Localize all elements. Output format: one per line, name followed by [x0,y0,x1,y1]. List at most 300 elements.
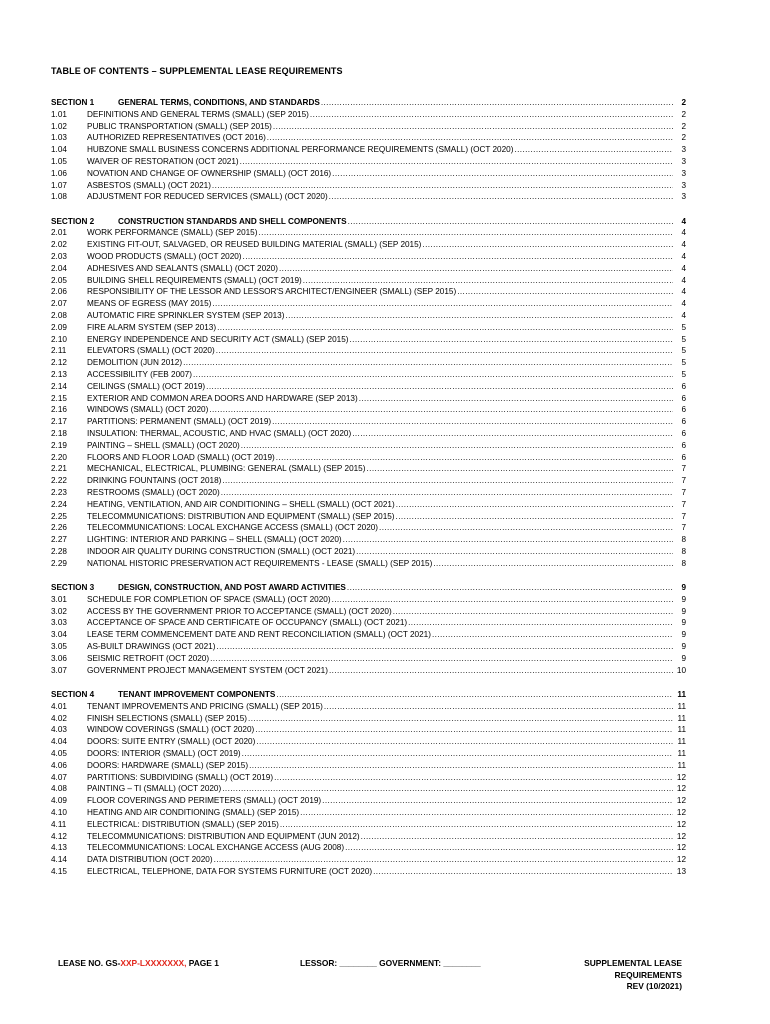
toc-entry[interactable] [51,463,686,475]
toc-entry[interactable] [51,487,686,499]
toc-entry[interactable] [51,701,686,713]
entry-page-number: 2 [681,121,686,131]
toc-entry[interactable] [51,369,686,381]
entry-title: NOVATION AND CHANGE OF OWNERSHIP (SMALL) (OCT 2016) [87,168,332,178]
entry-page-number: 9 [681,594,686,604]
toc-entry[interactable] [51,191,686,203]
entry-title: SCHEDULE FOR COMPLETION OF SPACE (SMALL) (OCT 2020) [87,594,331,604]
entry-number: 2.21 [51,464,67,474]
section-number: SECTION 3 [51,583,95,593]
entry-page-number: 5 [681,358,686,368]
toc-entry[interactable] [51,345,686,357]
leader-dots [322,795,673,807]
toc-entry[interactable] [51,819,686,831]
leader-dots [241,440,673,452]
section-number: SECTION 4 [51,689,95,699]
entry-number: 4.10 [51,807,67,817]
entry-title: PARTITIONS: PERMANENT (SMALL) (OCT 2019) [87,417,272,427]
entry-number: 3.02 [51,606,67,616]
leader-dots [276,452,673,464]
footer-document-name [530,958,682,993]
entry-number: 3.01 [51,594,67,604]
section-number: SECTION 2 [51,216,95,226]
entry-title: DATA DISTRIBUTION (OCT 2020) [87,855,213,865]
leader-dots [379,522,673,534]
section-title: CONSTRUCTION STANDARDS AND SHELL COMPONENTS [118,216,347,226]
leader-dots [279,263,673,275]
entry-page-number: 6 [681,381,686,391]
leader-dots [373,866,673,878]
leader-dots [321,97,673,109]
leader-dots [349,334,673,346]
toc-entry[interactable] [51,665,686,677]
leader-dots [272,416,673,428]
entry-title: DOORS: SUITE ENTRY (SMALL) (OCT 2020) [87,737,256,747]
entry-page-number: 3 [681,192,686,202]
section-heading[interactable] [51,689,686,701]
section-page-number: 4 [681,216,686,226]
entry-page-number: 6 [681,429,686,439]
entry-page-number: 12 [676,807,686,817]
toc-entry[interactable] [51,511,686,523]
toc-entry[interactable] [51,724,686,736]
toc-entry[interactable] [51,393,686,405]
leader-dots [303,275,673,287]
entry-title: LIGHTING: INTERIOR AND PARKING – SHELL (SMALL) (OCT 2020) [87,535,342,545]
leader-dots [433,558,673,570]
entry-title: DRINKING FOUNTAINS (OCT 2018) [87,476,222,486]
entry-number: 1.05 [51,156,67,166]
entry-title: ACCESS BY THE GOVERNMENT PRIOR TO ACCEPTANCE (SMALL) (OCT 2020) [87,606,392,616]
entry-page-number: 5 [681,346,686,356]
entry-number: 2.19 [51,440,67,450]
entry-number: 4.02 [51,713,67,723]
section-page-number: 2 [681,98,686,107]
lease-number-prefix: LEASE NO. GS- [58,958,121,968]
entry-title: TELECOMMUNICATIONS: DISTRIBUTION AND EQUIPMENT (SMALL) (SEP 2015) [87,511,395,521]
entry-number: 2.20 [51,452,67,462]
toc-entry[interactable] [51,334,686,346]
entry-page-number: 7 [681,511,686,521]
entry-title: WINDOWS (SMALL) (OCT 2020) [87,405,209,415]
leader-dots [310,109,673,121]
entry-title: FINISH SELECTIONS (SMALL) (SEP 2015) [87,713,248,723]
entry-number: 2.05 [51,275,67,285]
entry-page-number: 6 [681,440,686,450]
entry-number: 2.24 [51,499,67,509]
entry-title: ADHESIVES AND SEALANTS (SMALL) (OCT 2020) [87,263,278,273]
leader-dots [393,606,673,618]
leader-dots [216,641,673,653]
leader-dots [356,546,673,558]
toc-entry[interactable] [51,404,686,416]
leader-dots [332,168,673,180]
entry-title: PUBLIC TRANSPORTATION (SMALL) (SEP 2015) [87,121,272,131]
leader-dots [329,191,673,203]
entry-page-number: 11 [677,701,686,711]
entry-number: 2.11 [51,346,67,356]
entry-page-number: 2 [681,133,686,143]
entry-page-number: 6 [681,452,686,462]
entry-title: MEANS OF EGRESS (MAY 2015) [87,299,212,309]
lease-number-placeholder: XXP-LXXXXXXX, [120,958,187,968]
entry-page-number: 11 [677,760,686,770]
entry-title: HUBZONE SMALL BUSINESS CONCERNS ADDITIONAL PERFORMANCE REQUIREMENTS (SMALL) (OCT 2020) [87,145,514,155]
entry-title: NATIONAL HISTORIC PRESERVATION ACT REQUIREMENTS - LEASE (SMALL) (SEP 2015) [87,558,433,568]
entry-page-number: 10 [676,665,686,675]
leader-dots [276,689,673,701]
entry-page-number: 4 [681,299,686,309]
leader-dots [273,121,673,133]
entry-title: SEISMIC RETROFIT (OCT 2020) [87,653,210,663]
toc-entry[interactable] [51,251,686,263]
section-page-number: 11 [677,689,686,699]
entry-number: 1.01 [51,109,67,119]
leader-dots [359,393,673,405]
toc-entry[interactable] [51,713,686,725]
entry-page-number: 2 [681,109,686,119]
entry-page-number: 9 [681,606,686,616]
toc-entry[interactable] [51,475,686,487]
toc-entry[interactable] [51,156,686,168]
leader-dots [348,216,673,228]
leader-dots [209,404,673,416]
revision-label: REV (10/2021) [626,981,682,991]
entry-page-number: 12 [676,819,686,829]
toc-entry[interactable] [51,842,686,854]
entry-title: AUTHORIZED REPRESENTATIVES (OCT 2016) [87,133,266,143]
entry-title: FLOORS AND FLOOR LOAD (SMALL) (OCT 2019) [87,452,275,462]
entry-title: DEMOLITION (JUN 2012) [87,358,183,368]
section-title: DESIGN, CONSTRUCTION, AND POST AWARD ACTIVITIES [118,583,346,593]
entry-page-number: 8 [681,535,686,545]
toc-entry[interactable] [51,132,686,144]
leader-dots [366,463,673,475]
leader-dots [422,239,673,251]
toc-entry[interactable] [51,381,686,393]
entry-title: EXISTING FIT-OUT, SALVAGED, OR REUSED BUILDING MATERIAL (SMALL) (SEP 2015) [87,240,422,250]
toc-entry[interactable] [51,263,686,275]
toc-entry[interactable] [51,653,686,665]
entry-page-number: 12 [676,843,686,853]
toc-section [51,582,686,676]
doc-name-line-1: SUPPLEMENTAL LEASE [584,958,682,968]
entry-number: 4.05 [51,748,67,758]
leader-dots [396,499,673,511]
entry-title: PARTITIONS: SUBDIVIDING (SMALL) (OCT 2019) [87,772,274,782]
entry-page-number: 4 [681,252,686,262]
footer-signatures: LESSOR: ________ GOVERNMENT: ________ [300,958,481,968]
entry-number: 2.08 [51,311,67,321]
toc-entry[interactable] [51,322,686,334]
toc-entry[interactable] [51,298,686,310]
section-title: TENANT IMPROVEMENT COMPONENTS [118,689,276,699]
entry-number: 3.03 [51,618,67,628]
entry-page-number: 6 [681,393,686,403]
toc-entry[interactable] [51,180,686,192]
entry-page-number: 6 [681,417,686,427]
section-heading[interactable] [51,582,686,594]
entry-page-number: 7 [681,476,686,486]
toc-entry[interactable] [51,594,686,606]
leader-dots [249,760,673,772]
toc-entry[interactable] [51,807,686,819]
section-title: GENERAL TERMS, CONDITIONS, AND STANDARDS [118,98,320,107]
entry-number: 3.07 [51,665,67,675]
entry-title: DEFINITIONS AND GENERAL TERMS (SMALL) (SEP 2015) [87,109,309,119]
leader-dots [324,701,673,713]
entry-number: 4.09 [51,796,67,806]
entry-number: 2.29 [51,558,67,568]
entry-title: ACCESSIBILITY (FEB 2007) [87,370,192,380]
entry-number: 2.06 [51,287,67,297]
leader-dots [240,156,673,168]
toc-entry[interactable] [51,357,686,369]
entry-title: PAINTING – TI (SMALL) (OCT 2020) [87,784,222,794]
toc-section [51,216,686,570]
entry-title: FLOOR COVERINGS AND PERIMETERS (SMALL) (OCT 2019) [87,796,322,806]
entry-number: 1.03 [51,133,67,143]
toc-entry[interactable] [51,121,686,133]
section-page-number: 9 [681,583,686,593]
entry-number: 4.06 [51,760,67,770]
entry-number: 2.01 [51,228,67,238]
leader-dots [332,594,673,606]
entry-title: INSULATION: THERMAL, ACOUSTIC, AND HVAC (SMALL) (OCT 2020) [87,429,352,439]
entry-title: RESPONSIBILITY OF THE LESSOR AND LESSOR'S ARCHITECT/ENGINEER (SMALL) (SEP 2015) [87,287,457,297]
entry-number: 2.13 [51,370,67,380]
leader-dots [432,629,673,641]
toc-entry[interactable] [51,416,686,428]
page-label: PAGE 1 [186,958,219,968]
toc-entry[interactable] [51,310,686,322]
entry-page-number: 5 [681,322,686,332]
toc-entry[interactable] [51,452,686,464]
leader-dots [347,582,673,594]
entry-page-number: 12 [676,855,686,865]
entry-page-number: 5 [681,370,686,380]
leader-dots [345,842,673,854]
toc-entry[interactable] [51,286,686,298]
leader-dots [408,617,673,629]
toc-entry[interactable] [51,854,686,866]
toc-entry[interactable] [51,795,686,807]
toc-entry[interactable] [51,534,686,546]
entry-title: BUILDING SHELL REQUIREMENTS (SMALL) (OCT 2019) [87,275,302,285]
leader-dots [300,807,673,819]
leader-dots [214,854,673,866]
entry-number: 2.03 [51,252,67,262]
entry-title: ACCEPTANCE OF SPACE AND CERTIFICATE OF OCCUPANCY (SMALL) (OCT 2021) [87,618,408,628]
entry-title: TELECOMMUNICATIONS: LOCAL EXCHANGE ACCESS (SMALL) (OCT 2020) [87,523,379,533]
toc-entry[interactable] [51,546,686,558]
entry-title: ELECTRICAL, TELEPHONE, DATA FOR SYSTEMS FURNITURE (OCT 2020) [87,866,373,876]
toc-entry[interactable] [51,144,686,156]
entry-page-number: 7 [681,464,686,474]
entry-number: 2.17 [51,417,67,427]
entry-title: DOORS: HARDWARE (SMALL) (SEP 2015) [87,760,249,770]
entry-title: RESTROOMS (SMALL) (OCT 2020) [87,488,220,497]
entry-number: 2.07 [51,299,67,309]
entry-title: WAIVER OF RESTORATION (OCT 2021) [87,156,239,166]
entry-page-number: 6 [681,405,686,415]
toc-entry[interactable] [51,736,686,748]
entry-page-number: 4 [681,311,686,321]
entry-number: 2.27 [51,535,67,545]
entry-title: WINDOW COVERINGS (SMALL) (OCT 2020) [87,725,255,735]
entry-page-number: 8 [681,558,686,568]
entry-page-number: 5 [681,334,686,344]
entry-page-number: 12 [676,784,686,794]
leader-dots [210,653,673,665]
entry-title: TELECOMMUNICATIONS: LOCAL EXCHANGE ACCESS (AUG 2008) [87,843,345,853]
toc-entry[interactable] [51,109,686,121]
leader-dots [361,831,673,843]
entry-number: 2.16 [51,405,67,415]
entry-title: ADJUSTMENT FOR REDUCED SERVICES (SMALL) (OCT 2020) [87,192,328,202]
entry-number: 3.06 [51,653,67,663]
entry-page-number: 9 [681,618,686,628]
entry-number: 2.02 [51,240,67,250]
entry-number: 4.15 [51,866,67,876]
entry-title: HEATING, VENTILATION, AND AIR CONDITIONING – SHELL (SMALL) (OCT 2021) [87,499,395,509]
toc-entry[interactable] [51,866,686,878]
leader-dots [255,724,673,736]
entry-page-number: 3 [681,168,686,178]
entry-title: AS-BUILT DRAWINGS (OCT 2021) [87,642,216,652]
leader-dots [352,428,673,440]
entry-number: 2.04 [51,263,67,273]
entry-title: ELEVATORS (SMALL) (OCT 2020) [87,346,215,356]
entry-page-number: 7 [681,523,686,533]
leader-dots [212,180,673,192]
leader-dots [256,736,673,748]
entry-page-number: 11 [677,748,686,758]
entry-page-number: 12 [676,831,686,841]
section-number: SECTION 1 [51,98,95,107]
entry-number: 4.13 [51,843,67,853]
leader-dots [258,227,673,239]
entry-number: 2.09 [51,322,67,332]
section-heading[interactable] [51,216,686,228]
toc-entry[interactable] [51,275,686,287]
leader-dots [193,369,673,381]
entry-page-number: 12 [676,796,686,806]
toc-entry[interactable] [51,440,686,452]
entry-number: 1.04 [51,145,67,155]
entry-number: 2.10 [51,334,67,344]
leader-dots [280,819,673,831]
entry-number: 2.18 [51,429,67,439]
toc-entry[interactable] [51,522,686,534]
entry-title: ASBESTOS (SMALL) (OCT 2021) [87,180,211,190]
entry-title: GOVERNMENT PROJECT MANAGEMENT SYSTEM (OCT 2021) [87,665,328,675]
toc-entry[interactable] [51,629,686,641]
toc-entry[interactable] [51,772,686,784]
toc-entry[interactable] [51,783,686,795]
leader-dots [216,345,673,357]
entry-title: LEASE TERM COMMENCEMENT DATE AND RENT RECONCILIATION (SMALL) (OCT 2021) [87,630,431,640]
toc-entry[interactable] [51,499,686,511]
entry-number: 3.04 [51,630,67,640]
toc-entry[interactable] [51,617,686,629]
entry-page-number: 3 [681,156,686,166]
entry-number: 4.04 [51,737,67,747]
entry-page-number: 4 [681,240,686,250]
doc-name-line-2: REQUIREMENTS [614,969,682,980]
entry-number: 4.01 [51,701,67,711]
entry-number: 2.14 [51,381,67,391]
toc-entry[interactable] [51,558,686,570]
entry-number: 2.26 [51,523,67,533]
entry-title: WOOD PRODUCTS (SMALL) (OCT 2020) [87,252,242,262]
entry-number: 3.05 [51,642,67,652]
leader-dots [221,487,673,499]
entry-page-number: 3 [681,145,686,155]
entry-title: DOORS: INTERIOR (SMALL) (OCT 2019) [87,748,241,758]
entry-title: PAINTING – SHELL (SMALL) (OCT 2020) [87,440,240,450]
entry-page-number: 11 [677,725,686,735]
entry-number: 1.08 [51,192,67,202]
toc-entry[interactable] [51,641,686,653]
entry-page-number: 3 [681,180,686,190]
entry-page-number: 4 [681,275,686,285]
leader-dots [217,322,673,334]
toc-entry[interactable] [51,831,686,843]
leader-dots [329,665,673,677]
page-title: TABLE OF CONTENTS – SUPPLEMENTAL LEASE REQUIREMENTS [51,66,343,76]
leader-dots [206,381,673,393]
entry-title: EXTERIOR AND COMMON AREA DOORS AND HARDWARE (SEP 2013) [87,393,358,403]
leader-dots [274,772,673,784]
entry-number: 4.11 [51,819,67,829]
footer-lease-number [58,958,219,968]
toc-entry[interactable] [51,748,686,760]
entry-title: TELECOMMUNICATIONS: DISTRIBUTION AND EQUIPMENT (JUN 2012) [87,831,360,841]
entry-number: 4.03 [51,725,67,735]
leader-dots [343,534,673,546]
entry-title: AUTOMATIC FIRE SPRINKLER SYSTEM (SEP 2013) [87,311,285,321]
entry-page-number: 11 [677,713,686,723]
leader-dots [242,748,673,760]
leader-dots [222,783,673,795]
section-heading[interactable] [51,97,686,109]
leader-dots [514,144,673,156]
entry-number: 1.06 [51,168,67,178]
entry-title: INDOOR AIR QUALITY DURING CONSTRUCTION (SMALL) (OCT 2021) [87,546,356,556]
entry-title: ENERGY INDEPENDENCE AND SECURITY ACT (SMALL) (SEP 2015) [87,334,349,344]
entry-page-number: 13 [676,866,686,876]
entry-page-number: 9 [681,653,686,663]
entry-number: 4.12 [51,831,67,841]
entry-page-number: 11 [677,737,686,747]
toc-entry[interactable] [51,760,686,772]
entry-title: FIRE ALARM SYSTEM (SEP 2013) [87,322,217,332]
toc-entry[interactable] [51,227,686,239]
entry-number: 2.23 [51,488,67,497]
leader-dots [285,310,673,322]
toc-entry[interactable] [51,606,686,618]
toc-entry[interactable] [51,239,686,251]
toc-section [51,97,686,203]
toc-entry[interactable] [51,428,686,440]
toc-section [51,689,686,878]
entry-title: ELECTRICAL: DISTRIBUTION (SMALL) (SEP 2015) [87,819,279,829]
leader-dots [243,251,673,263]
entry-title: TENANT IMPROVEMENTS AND PRICING (SMALL) (SEP 2015) [87,701,323,711]
entry-number: 2.25 [51,511,67,521]
toc-entry[interactable] [51,168,686,180]
